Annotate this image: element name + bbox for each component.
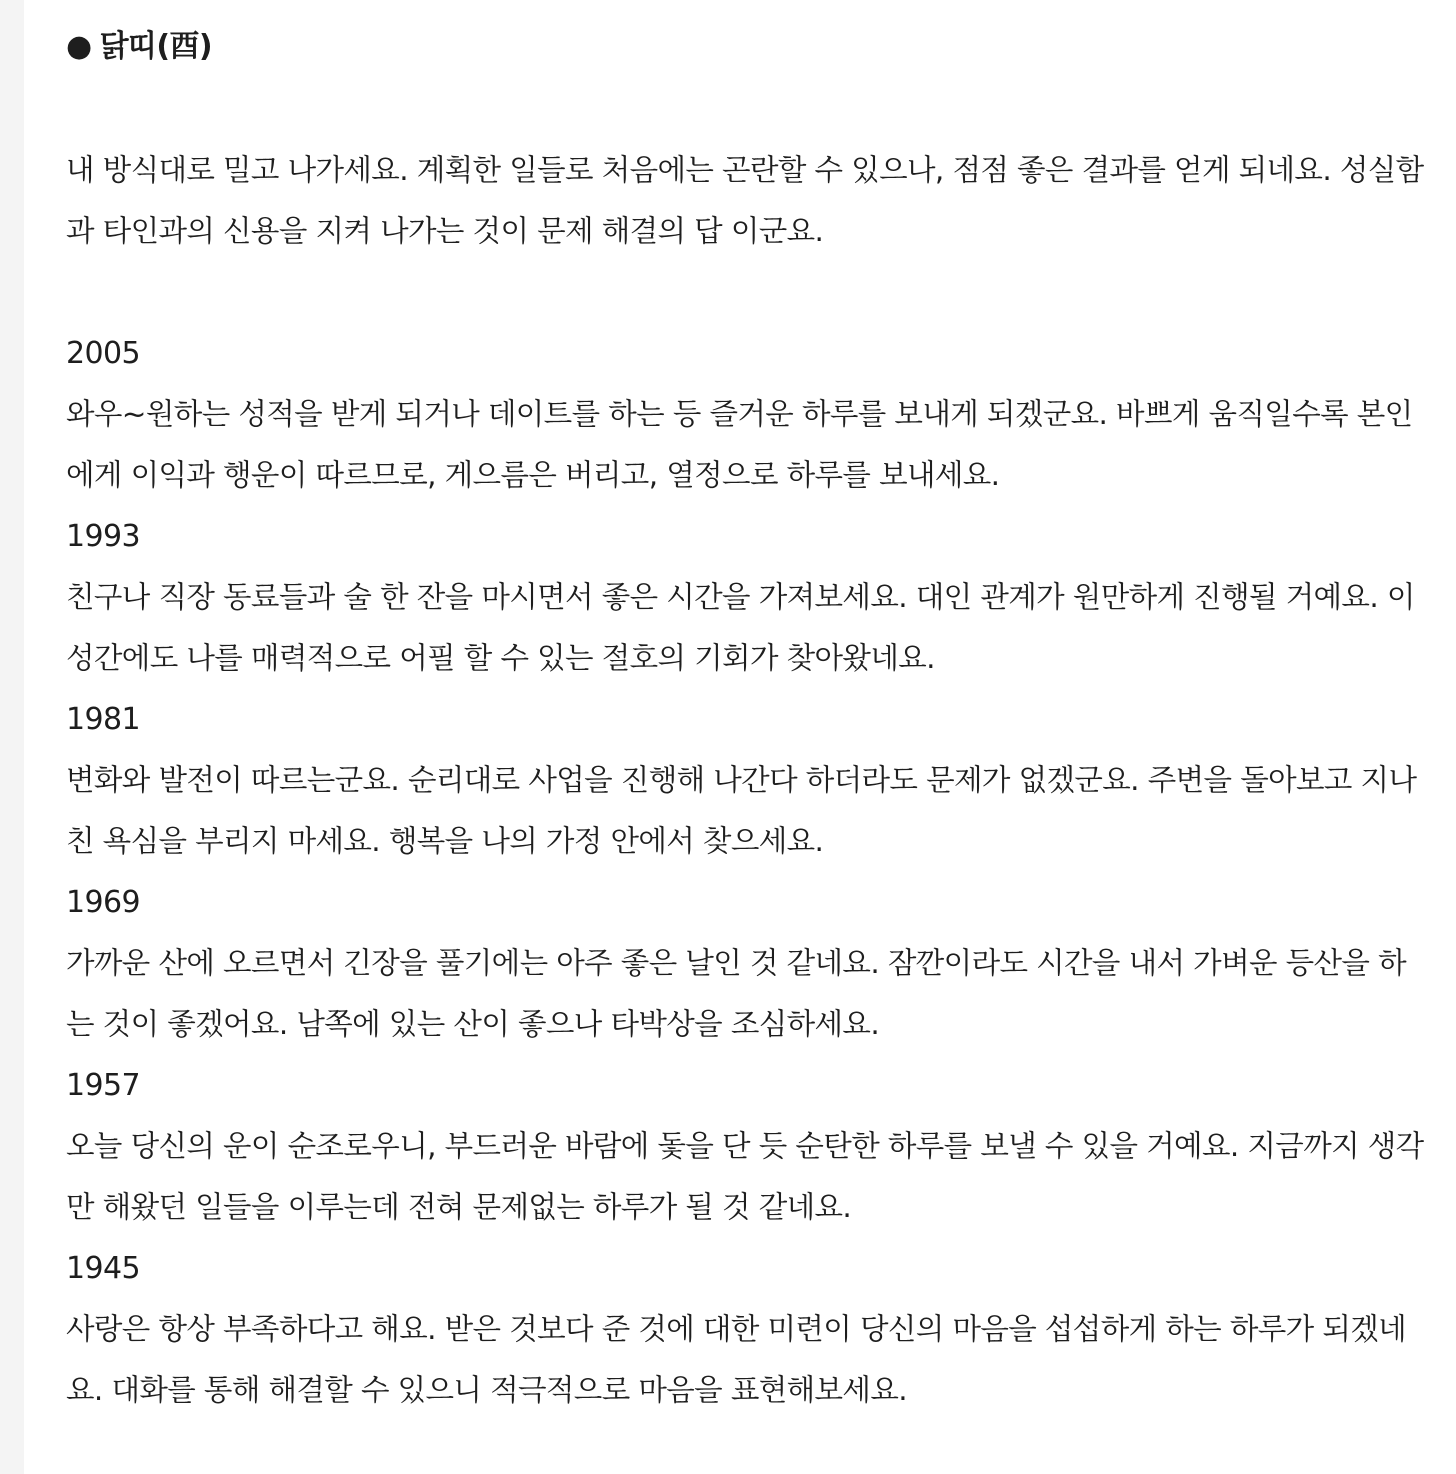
fortune-text: 사랑은 항상 부족하다고 해요. 받은 것보다 준 것에 대한 미련이 당신의 마음을 섭섭하게 하는 하루가 되겠네요. 대화를 통해 해결할 수 있으니 적극적으로 마음을 표현해보세요. [66,1312,1407,1407]
zodiac-title: 닭띠(酉) [99,29,212,64]
fortune-item [66,1238,1431,1421]
birth-year: 1945 [66,1251,140,1286]
fortune-text: 친구나 직장 동료들과 술 한 잔을 마시면서 좋은 시간을 가져보세요. 대인 관계가 원만하게 진행될 거예요. 이성간에도 나를 매력적으로 어필 할 수 있는 절호의 기회가 찾아왔네요. [66,580,1415,675]
bullet-icon: ● [66,29,92,64]
birth-year: 2005 [66,336,140,371]
yearly-fortune-list [66,323,1431,1421]
zodiac-heading [66,22,1431,72]
birth-year: 1993 [66,519,140,554]
birth-year: 1969 [66,885,140,920]
fortune-text: 가까운 산에 오르면서 긴장을 풀기에는 아주 좋은 날인 것 같네요. 잠깐이라도 시간을 내서 가벼운 등산을 하는 것이 좋겠어요. 남쪽에 있는 산이 좋으나 타박상을 조심하세요. [66,946,1407,1041]
fortune-item [66,1055,1431,1238]
fortune-text: 와우~원하는 성적을 받게 되거나 데이트를 하는 등 즐거운 하루를 보내게 되겠군요. 바쁘게 움직일수록 본인에게 이익과 행운이 따르므로, 게으름은 버리고, 열정으로 하루를 보내세요. [66,397,1413,492]
article-page [24,0,1456,1474]
zodiac-summary: 내 방식대로 밀고 나가세요. 계획한 일들로 처음에는 곤란할 수 있으나, 점점 좋은 결과를 얻게 되네요. 성실함과 타인과의 신용을 지켜 나가는 것이 문제 해결의 답 이군요. [66,153,1424,248]
fortune-text: 변화와 발전이 따르는군요. 순리대로 사업을 진행해 나간다 하더라도 문제가 없겠군요. 주변을 돌아보고 지나친 욕심을 부리지 마세요. 행복을 나의 가정 안에서 찾으세요. [66,763,1417,858]
fortune-item [66,872,1431,1055]
birth-year: 1957 [66,1068,140,1103]
fortune-item [66,689,1431,872]
fortune-content [66,22,1431,1421]
birth-year: 1981 [66,702,140,737]
fortune-item [66,323,1431,506]
fortune-text: 오늘 당신의 운이 순조로우니, 부드러운 바람에 돛을 단 듯 순탄한 하루를 보낼 수 있을 거예요. 지금까지 생각만 해왔던 일들을 이루는데 전혀 문제없는 하루가 될 것 같네요. [66,1129,1424,1224]
fortune-item [66,506,1431,689]
